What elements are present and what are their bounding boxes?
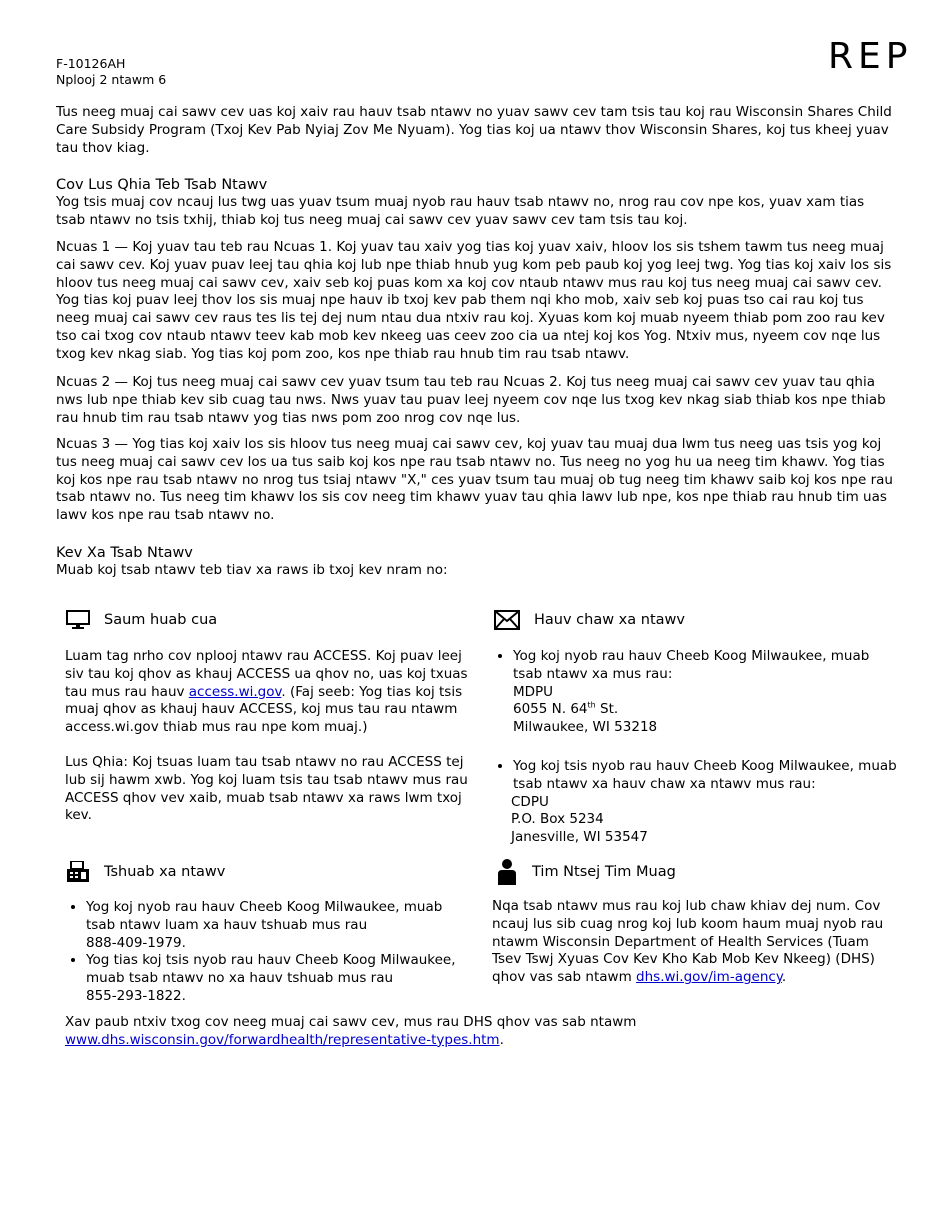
online-title: Saum huab cua <box>104 612 218 628</box>
instructions-heading: Cov Lus Qhia Teb Tsab Ntawv <box>56 177 268 193</box>
mail-title: Hauv chaw xa ntawv <box>534 612 685 628</box>
fax-heading <box>66 861 225 883</box>
fax-machine-icon <box>66 861 90 883</box>
submit-heading: Kev Xa Tsab Ntawv <box>56 545 193 561</box>
fax-title: Tshuab xa ntawv <box>104 864 226 880</box>
mail-list-2 <box>491 758 901 847</box>
envelope-icon <box>494 610 520 630</box>
mail-heading <box>494 610 685 630</box>
online-heading <box>66 610 217 630</box>
form-id: F-10126AH <box>56 56 126 71</box>
im-agency-link[interactable]: dhs.wi.gov/im-agency <box>636 969 782 986</box>
section-2-text: Ncuas 2 — Koj tus neeg muaj cai sawv cev yuav tsum tau teb rau Ncuas 2. Koj tus neeg muaj cai sawv cev yuav tau qhia nws lub npe thiab kev sib cuag tau nws. Nws yuav tau puav leej nyeem cov nqe lus txog kev nkag siab thiab kos npe thiab rau hnub tim rau tsab ntawv yog tias nws pom zoo nrog cov nqe lus. <box>56 374 886 426</box>
representative-types-link[interactable]: www.dhs.wisconsin.gov/forwardhealth/representative-types.htm <box>65 1031 500 1048</box>
online-text-2: Lus Qhia: Koj tsuas luam tau tsab ntawv no rau ACCESS tej lub sij hawm xwb. Yog koj luam tsis tau tsab ntawv mus rau ACCESS qhov vev xaib, muab tsab ntawv xa raws lwm txoj kev. <box>65 754 468 824</box>
fax-item-milwaukee: • Yog koj nyob rau hauv Cheeb Koog Milwaukee, muab tsab ntawv luam xa hauv tshuab mus rau 888-409-1979. <box>86 899 474 952</box>
person-text: Nqa tsab ntawv mus rau koj lub chaw khiav dej num. Cov ncauj lus sib cuag nrog koj lub koom haum muaj nyob rau ntawm Wisconsin Department of Health Services (Tuam Tsev Tswj Xyuas Cov Kev Kho Kab Mob Kev Nkeeg) (DHS) qhov vas sab ntawm dhs.wi.gov/im-agency. <box>492 898 884 986</box>
access-link[interactable]: access.wi.gov <box>188 683 282 700</box>
section-1-text: Ncuas 1 — Koj yuav tau teb rau Ncuas 1. Koj yuav tau xaiv yog tias koj yuav xaiv, hloov los sis tshem tawm tus neeg muaj cai sawv cev. Koj yuav puav leej tau qhia koj lub npe thiab hnub yug kom peb paub koj yog leej twg. Yog tias koj xaiv los sis hloov tus neeg muaj cai sawv cev, xaiv seb koj puas kom xa koj cov ntaub ntawv mus rau koj tus neeg muaj cai sawv cev. Yog tias koj puav leej thov los sis muaj npe hauv ib txoj kev pab them nqi kho mob, xaiv seb koj puas tso cai rau koj tus neeg muaj cai sawv cev raus tes lis tej dej num ntau dua ntxiv rau koj. Xyuas kom koj muab nyeem thiab pom zoo rau kev tso cai txog cov ntaub ntawv teev kab mob kev nkeeg uas ceev zoo cia ua ntej koj kos Yog. Ntxiv mus, nyeem cov nqe lus txog kev nkag siab. Yog tias koj pom zoo, kos npe thiab rau hnub tim rau tsab ntawv. <box>56 239 892 362</box>
fax-list <box>64 899 474 1006</box>
person-title: Tim Ntsej Tim Muag <box>532 864 676 880</box>
computer-monitor-icon <box>66 610 90 630</box>
fax-item-other: • Yog tias koj tsis nyob rau hauv Cheeb Koog Milwaukee, muab tsab ntawv no xa hauv tshuab mus rau 855-293-1822. <box>86 952 474 1005</box>
intro-paragraph: Tus neeg muaj cai sawv cev uas koj xaiv rau hauv tsab ntawv no yuav sawv cev tam tsis tau koj rau Wisconsin Shares Child Care Subsidy Program (Txoj Kev Pab Nyiaj Zov Me Nyuam). Yog tias koj ua ntawv thov Wisconsin Shares, koj tus kheej yuav tau thov kiag. <box>56 104 892 156</box>
mail-item-other: • Yog koj tsis nyob rau hauv Cheeb Koog Milwaukee, muab tsab ntawv xa hauv chaw xa ntawv mus rau: <box>513 758 901 794</box>
submit-body: Muab koj tsab ntawv teb tiav xa raws ib txoj kev nram no: <box>56 562 448 578</box>
person-heading <box>496 859 676 885</box>
page-number: Nplooj 2 ntawm 6 <box>56 72 167 87</box>
section-3-text: Ncuas 3 — Yog tias koj xaiv los sis hloov tus neeg muaj cai sawv cev, koj yuav tau muaj dua lwm tus neeg uas tsis yog koj tus neeg muaj cai sawv cev los ua tus saib koj kos npe rau tsab ntawv no. Tus neeg no yog hu ua neeg tim khawv. Yog tias koj kos npe rau tsab ntawv no nrog tus tsiaj ntawv "X," ces yuav tsum tau muaj ob tug neeg tim khawv saib koj kos npe rau tsab ntawv no. Tus neeg tim khawv los sis cov neeg tim khawv yuav tau qhia lawv lub npe, kos npe thiab rau hnub tim uas lawv kos npe rau tsab ntawv no. <box>56 436 893 524</box>
rep-stamp: REP <box>828 36 913 77</box>
instructions-body: Yog tsis muaj cov ncauj lus twg uas yuav tsum muaj nyob rau hauv tsab ntawv no, nrog rau cov npe kos, yuav xam tias tsab ntawv no tsis txhij, thiab koj tus neeg muaj cai sawv cev yuav sawv cev tam tsis tau koj. <box>56 194 865 228</box>
person-icon <box>496 859 518 885</box>
online-text-1: Luam tag nrho cov nplooj ntawv rau ACCESS. Koj puav leej siv tau koj qhov as khauj ACCESS ua qhov no, uas koj txuas tau mus rau hauv access.wi.gov. (Faj seeb: Yog tias koj tsis muaj qhov as khauj hauv ACCESS, koj mus tau rau ntawm access.wi.gov thiab mus rau npe kom muaj.) <box>65 648 468 736</box>
footer-note: Xav paub ntxiv txog cov neeg muaj cai sawv cev, mus rau DHS qhov vas sab ntawm www.dhs.wisconsin.gov/forwardhealth/representative-types.htm. <box>65 1014 637 1048</box>
mail-address-2: CDPU P.O. Box 5234 Janesville, WI 53547 <box>511 793 648 846</box>
mail-list-1 <box>491 648 901 737</box>
mail-item-milwaukee: • Yog koj nyob rau hauv Cheeb Koog Milwaukee, muab tsab ntawv xa mus rau: MDPU 6055 N. 64th St. Milwaukee, WI 53218 <box>513 648 901 737</box>
